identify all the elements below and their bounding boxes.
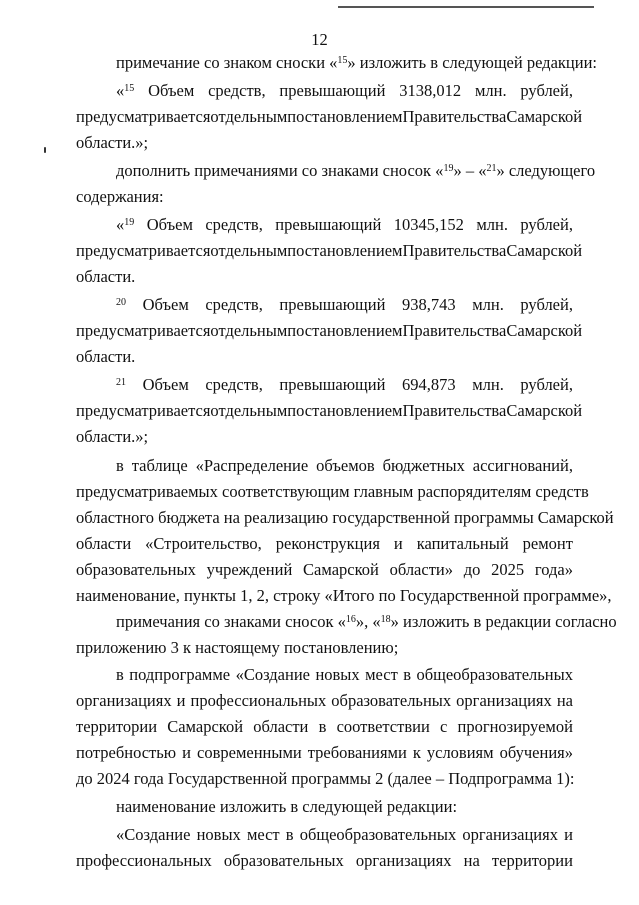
word: отдельным (210, 401, 288, 420)
text-line (116, 456, 573, 476)
word: рублей, (520, 215, 573, 234)
text-line (76, 560, 573, 580)
word: в (116, 665, 124, 684)
word: организациях (355, 851, 452, 870)
word: и (564, 825, 573, 844)
word: ремонт (522, 534, 573, 553)
footnote-mark: 15 (124, 83, 135, 94)
text-line (116, 825, 573, 845)
text-line (76, 401, 583, 421)
word: «$^{15}$ (116, 81, 135, 100)
word: 3138,012 (399, 81, 462, 100)
word: предусматривается (76, 321, 211, 340)
word: млн. (472, 295, 504, 314)
word: средств, (208, 81, 266, 100)
word: профессиональных (76, 851, 212, 870)
scan-top-line (338, 6, 594, 8)
word: Объем (142, 295, 189, 314)
word: обучения» (499, 743, 573, 762)
word: рублей, (520, 295, 573, 314)
text-line: области. (76, 347, 136, 366)
text-line: наименование, пункты 1, 2, строку «Итого по Государственной программе», (76, 586, 612, 605)
text-line: области. (76, 267, 136, 286)
word: территории (491, 851, 573, 870)
word: предусматривается (76, 241, 211, 260)
word: образовательных (76, 560, 196, 579)
word: средств, (205, 215, 263, 234)
text-line: дополнить примечаниями со знаками сносок «$^{19}$» – «$^{21}$» следующего (116, 161, 596, 180)
word: мест (365, 665, 398, 684)
word: отдельным (210, 321, 288, 340)
word: рублей, (520, 81, 573, 100)
word: в (403, 665, 412, 684)
word: «Строительство, (145, 534, 262, 553)
word: «Создание (235, 665, 310, 684)
word: превышающий (279, 295, 386, 314)
word: постановлением (287, 321, 403, 340)
text-line (76, 534, 573, 554)
word: Самарской (167, 717, 244, 736)
word: предусматривается (76, 401, 211, 420)
footnote-mark: 20 (116, 297, 126, 308)
word: подпрограмме (129, 665, 231, 684)
word: 938,743 (402, 295, 456, 314)
text-line (76, 107, 583, 127)
word: превышающий (275, 215, 382, 234)
word: млн. (472, 375, 504, 394)
text-line: приложению 3 к настоящему постановлению; (76, 638, 399, 657)
word: и (393, 534, 403, 553)
text-line (76, 717, 573, 737)
text-line: наименование изложить в следующей редакции: (116, 797, 458, 816)
word: превышающий (279, 375, 386, 394)
footnote-mark: 16 (345, 614, 356, 625)
word (116, 375, 126, 395)
word: условиям (426, 743, 494, 762)
word: образовательных (331, 691, 452, 710)
text-line (116, 81, 573, 101)
word: общеобразовательных (416, 665, 573, 684)
page-number: 12 (311, 30, 328, 49)
word: отдельным (210, 241, 288, 260)
word: на (556, 691, 573, 710)
word: Объем (148, 81, 195, 100)
word: профессиональных (190, 691, 327, 710)
word: 2025 (491, 560, 525, 579)
word: Самарской (506, 401, 583, 420)
word: до (463, 560, 481, 579)
word: Самарской (303, 560, 379, 579)
word: области» (389, 560, 453, 579)
word (116, 295, 126, 315)
word: постановлением (287, 401, 403, 420)
word: предусматривается (76, 107, 211, 126)
footnote-mark: 18 (380, 614, 391, 625)
word: требованиями (307, 743, 407, 762)
word: территории (76, 717, 158, 736)
text-line (76, 691, 573, 711)
text-line: области.»; (76, 427, 149, 446)
word: средств, (205, 375, 263, 394)
word: реконструкция (275, 534, 380, 553)
footnote-mark: 21 (116, 377, 126, 388)
word: средств, (205, 295, 263, 314)
word: Самарской (506, 107, 583, 126)
word: постановлением (287, 107, 403, 126)
word: новых (315, 665, 360, 684)
scan-speck (44, 147, 46, 153)
word: прогнозируемой (457, 717, 573, 736)
text-line: предусматриваемых соответствующим главным распорядителям средств (76, 482, 589, 501)
footnote-mark: 19 (443, 163, 454, 174)
word: области (76, 534, 132, 553)
word: с (439, 717, 448, 736)
word: в (285, 825, 294, 844)
word: современными (197, 743, 302, 762)
word: Правительства (402, 401, 507, 420)
text-line (76, 851, 573, 871)
word: млн. (476, 215, 508, 234)
word: области (253, 717, 309, 736)
word: образовательных (223, 851, 344, 870)
word: капитальный (416, 534, 509, 553)
word: «Распределение (195, 456, 309, 475)
word: Объем (142, 375, 189, 394)
word: общеобразовательных (299, 825, 457, 844)
word: Правительства (402, 321, 507, 340)
word: мест (246, 825, 280, 844)
footnote-mark: 21 (486, 163, 497, 174)
word: млн. (474, 81, 507, 100)
text-line (116, 295, 573, 315)
word: объемов (316, 456, 375, 475)
word: Правительства (402, 107, 507, 126)
text-line: областного бюджета на реализацию государственной программы Самарской (76, 508, 614, 527)
word: отдельным (210, 107, 288, 126)
word: новых (196, 825, 241, 844)
word: Правительства (402, 241, 507, 260)
word: и (176, 691, 186, 710)
text-line (116, 215, 573, 235)
word: 10345,152 (393, 215, 464, 234)
text-line (76, 321, 583, 341)
footnote-mark: 19 (124, 217, 135, 228)
text-line (76, 743, 573, 763)
word: организациях (76, 691, 172, 710)
word: в (318, 717, 327, 736)
word: таблице (131, 456, 188, 475)
word: организациях (456, 691, 552, 710)
text-line: до 2024 года Государственной программы 2 (далее – Подпрограмма 1): (76, 769, 575, 788)
word: потребностью (76, 743, 177, 762)
word: соответствии (336, 717, 430, 736)
text-line (116, 375, 573, 395)
word: «$^{19}$ (116, 215, 135, 234)
text-line (76, 241, 583, 261)
text-line: содержания: (76, 187, 164, 206)
word: рублей, (520, 375, 573, 394)
text-line: примечание со знаком сноски «$^{15}$» изложить в следующей редакции: (116, 53, 597, 72)
footnote-mark: 15 (337, 55, 348, 66)
word: превышающий (279, 81, 386, 100)
word: Самарской (506, 241, 583, 260)
word: бюджетных (382, 456, 465, 475)
word: к (412, 743, 421, 762)
text-line: примечания со знаками сносок «$^{16}$», «$^{18}$» изложить в редакции согласно (116, 612, 617, 631)
word: и (182, 743, 191, 762)
word: «Создание (116, 825, 191, 844)
word: Объем (146, 215, 193, 234)
word: организациях (462, 825, 558, 844)
word: 694,873 (402, 375, 456, 394)
word: учреждений (206, 560, 293, 579)
word: постановлением (287, 241, 403, 260)
word: в (116, 456, 124, 475)
word: на (463, 851, 480, 870)
text-line (116, 665, 573, 685)
word: Самарской (506, 321, 583, 340)
word: года» (534, 560, 573, 579)
word: ассигнований, (472, 456, 573, 475)
text-line: области.»; (76, 133, 149, 152)
